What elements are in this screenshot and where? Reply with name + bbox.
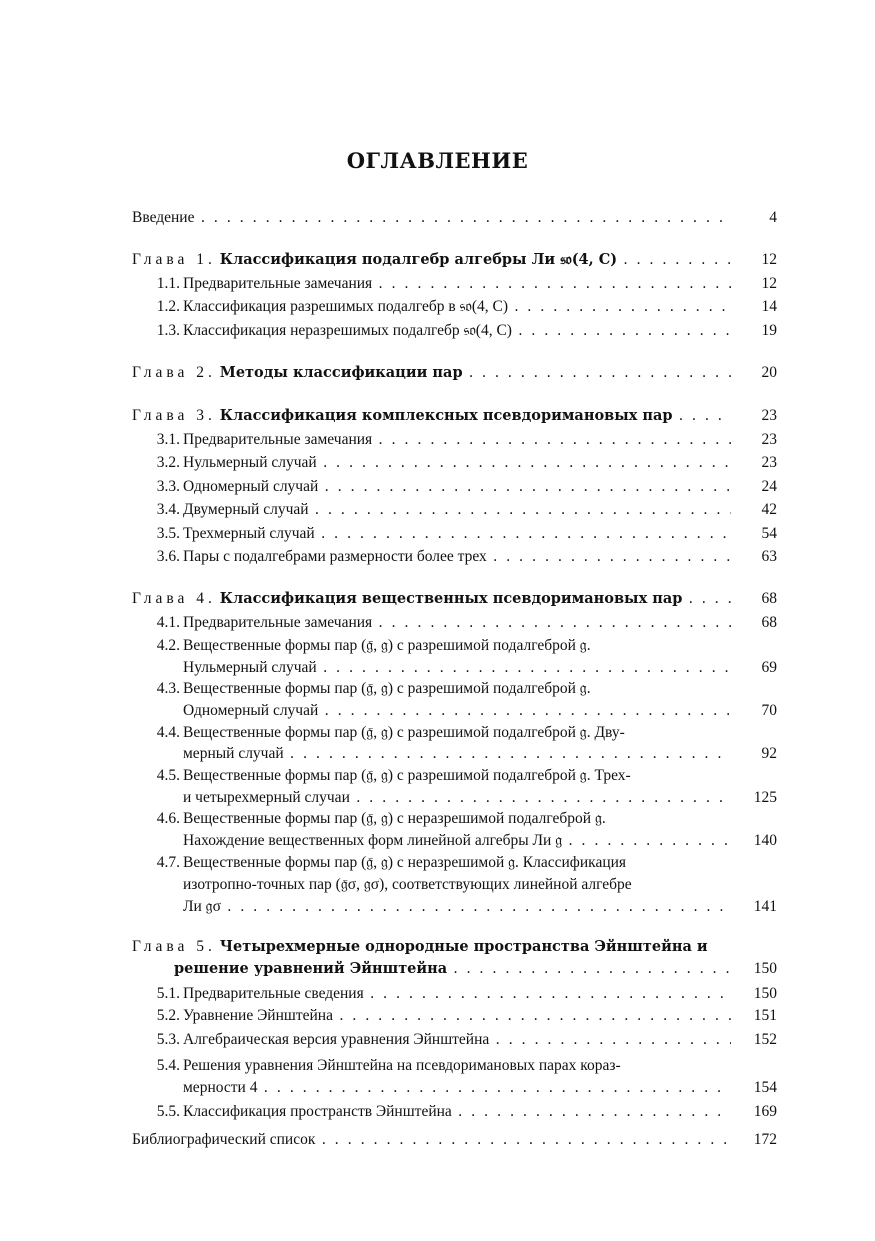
chapter-title-continued: решение уравнений Эйнштейна: [174, 960, 448, 977]
toc-section-4-5[interactable]: [132, 765, 777, 787]
section-number: 1.2.: [156, 298, 180, 315]
section-title-continued: и четырехмерный случаи: [183, 789, 350, 806]
section-number: 1.1.: [156, 275, 180, 292]
section-number: 3.3.: [156, 478, 180, 495]
section-title-continued: изотропно-точных пар (𝔤̄σ, 𝔤σ), соответствующих линейной алгебре: [183, 876, 632, 893]
toc-section-1-3[interactable]: [132, 320, 777, 342]
section-title: Предварительные сведения: [183, 985, 364, 1002]
toc-section-4-3[interactable]: [132, 678, 777, 700]
toc-page-number: 54: [761, 525, 777, 542]
section-title-continued: мерности 4: [183, 1079, 258, 1096]
section-title: Уравнение Эйнштейна: [183, 1007, 333, 1024]
section-number: 4.5.: [156, 767, 180, 784]
toc-section-3-1[interactable]: [132, 429, 777, 451]
toc-page-number: 4: [769, 209, 777, 226]
toc-page-number: 140: [753, 832, 777, 849]
toc-page-number: 12: [761, 275, 777, 292]
toc-section-5-5[interactable]: [132, 1101, 777, 1123]
chapter-title: Классификация вещественных псевдоримановых пар: [219, 590, 683, 607]
toc-page-number: 12: [761, 251, 777, 268]
section-title-continued: Нульмерный случай: [183, 659, 317, 676]
toc-section-5-3[interactable]: [132, 1029, 777, 1051]
section-number: 1.3.: [156, 322, 180, 339]
toc-page-number: 68: [761, 590, 777, 607]
section-number: 4.6.: [156, 810, 180, 827]
toc-page-number: 169: [753, 1103, 777, 1120]
toc-page-number: 92: [761, 745, 777, 762]
section-number: 3.1.: [156, 431, 180, 448]
section-title: Трехмерный случай: [183, 525, 315, 542]
section-title: Двумерный случай: [183, 501, 309, 518]
section-number: 5.4.: [156, 1057, 180, 1074]
toc-entry-title: Введение: [132, 209, 195, 226]
chapter-prefix: Глава 4.: [132, 590, 216, 607]
section-title: Вещественные формы пар (𝔤̄, 𝔤) с разрешимой подалгеброй 𝔤. Трех-: [183, 767, 631, 784]
section-title-continued: Ли 𝔤σ: [183, 898, 221, 915]
toc-page-number: 141: [753, 898, 777, 915]
toc-entry-title: Библиографический список: [132, 1131, 316, 1148]
section-title: Вещественные формы пар (𝔤̄, 𝔤) с разрешимой подалгеброй 𝔤.: [183, 680, 591, 697]
toc-section-4-4-cont[interactable]: [132, 743, 777, 765]
chapter-title: Классификация подалгебр алгебры Ли 𝔰𝔬(4, C): [219, 251, 618, 268]
toc-section-1-2[interactable]: [132, 296, 777, 318]
toc-section-5-2[interactable]: [132, 1005, 777, 1027]
section-title: Классификация разрешимых подалгебр в 𝔰𝔬(4, C): [183, 298, 508, 315]
toc-section-5-4[interactable]: [132, 1055, 777, 1077]
toc-section-4-3-cont[interactable]: [132, 700, 777, 722]
section-title: Вещественные формы пар (𝔤̄, 𝔤) с неразрешимой 𝔤. Классификация: [183, 854, 627, 871]
toc-section-4-1[interactable]: [132, 612, 777, 634]
section-number: 3.2.: [156, 454, 180, 471]
chapter-prefix: Глава 1.: [132, 251, 216, 268]
toc-page-number: 70: [761, 702, 777, 719]
toc-section-4-6[interactable]: [132, 808, 777, 830]
toc-section-4-4[interactable]: [132, 722, 777, 744]
toc-section-4-7-cont2[interactable]: [132, 896, 777, 918]
section-title: Предварительные замечания: [183, 614, 373, 631]
section-title-continued: мерный случай: [183, 745, 284, 762]
page-title: ОГЛАВЛЕНИЕ: [346, 148, 529, 173]
section-title: Пары с подалгебрами размерности более трех: [183, 548, 487, 565]
toc-section-5-4-cont[interactable]: [132, 1077, 777, 1099]
toc-section-5-1[interactable]: [132, 983, 777, 1005]
toc-page-number: 69: [761, 659, 777, 676]
section-title: Вещественные формы пар (𝔤̄, 𝔤) с неразрешимой подалгеброй 𝔤.: [183, 810, 606, 827]
section-number: 3.5.: [156, 525, 180, 542]
section-title: Вещественные формы пар (𝔤̄, 𝔤) с разрешимой подалгеброй 𝔤. Дву-: [183, 724, 625, 741]
toc-page-number: 172: [753, 1131, 777, 1148]
toc-section-3-4[interactable]: [132, 499, 777, 521]
section-number: 4.4.: [156, 724, 180, 741]
section-number: 4.7.: [156, 854, 180, 871]
toc-section-3-2[interactable]: [132, 452, 777, 474]
toc-page-number: 68: [761, 614, 777, 631]
toc-section-4-7-cont[interactable]: [132, 874, 777, 896]
toc-entry-intro[interactable]: [132, 207, 777, 229]
toc-page-number: 152: [753, 1031, 777, 1048]
section-title: Предварительные замечания: [183, 431, 373, 448]
toc-section-4-7[interactable]: [132, 852, 777, 874]
toc-page-number: 14: [761, 298, 777, 315]
section-number: 3.4.: [156, 501, 180, 518]
toc-section-4-5-cont[interactable]: [132, 787, 777, 809]
toc-page-number: 63: [761, 548, 777, 565]
toc-page-number: 24: [761, 478, 777, 495]
section-number: 3.6.: [156, 548, 180, 565]
section-number: 4.1.: [156, 614, 180, 631]
section-title-continued: Нахождение вещественных форм линейной алгебры Ли 𝔤: [183, 832, 563, 849]
section-number: 4.2.: [156, 637, 180, 654]
toc-chapter-2[interactable]: [132, 362, 777, 384]
chapter-title: Классификация комплексных псевдоримановых пар: [219, 407, 673, 424]
toc-section-4-6-cont[interactable]: [132, 830, 777, 852]
section-title: Предварительные замечания: [183, 275, 373, 292]
toc-section-4-2-cont[interactable]: [132, 657, 777, 679]
toc-page-number: 150: [753, 960, 777, 977]
section-title-continued: Одномерный случай: [183, 702, 319, 719]
toc-section-4-2[interactable]: [132, 635, 777, 657]
toc-entry-bibliography[interactable]: [132, 1129, 777, 1151]
toc-page-number: 23: [761, 407, 777, 424]
section-title: Классификация пространств Эйнштейна: [183, 1103, 452, 1120]
toc-chapter-5[interactable]: [132, 936, 777, 958]
chapter-title: Четырехмерные однородные пространства Эйнштейна и: [219, 938, 708, 955]
chapter-prefix: Глава 2.: [132, 364, 216, 381]
toc-section-3-6[interactable]: [132, 546, 777, 568]
toc-page-number: 23: [761, 454, 777, 471]
section-number: 5.1.: [156, 985, 180, 1002]
toc-page-number: 151: [753, 1007, 777, 1024]
section-title: Алгебраическая версия уравнения Эйнштейна: [183, 1031, 490, 1048]
toc-section-3-3[interactable]: [132, 476, 777, 498]
toc-section-3-5[interactable]: [132, 523, 777, 545]
toc-chapter-4[interactable]: [132, 588, 777, 610]
toc-page-number: 19: [761, 322, 777, 339]
toc-page-number: 125: [753, 789, 777, 806]
section-number: 5.5.: [156, 1103, 180, 1120]
toc-page-number: 154: [753, 1079, 777, 1096]
toc-chapter-5-cont[interactable]: [132, 958, 777, 980]
section-title: Нульмерный случай: [183, 454, 317, 471]
toc-section-1-1[interactable]: [132, 273, 777, 295]
toc-page-number: 20: [761, 364, 777, 381]
section-title: Классификация неразрешимых подалгебр 𝔰𝔬(4, C): [183, 322, 512, 339]
section-number: 4.3.: [156, 680, 180, 697]
toc-chapter-1[interactable]: [132, 249, 777, 271]
chapter-title: Методы классификации пар: [219, 364, 463, 381]
section-number: 5.3.: [156, 1031, 180, 1048]
section-title: Одномерный случай: [183, 478, 319, 495]
section-title: Решения уравнения Эйнштейна на псевдоримановых парах кораз-: [183, 1057, 621, 1074]
toc-page-number: 42: [761, 501, 777, 518]
chapter-prefix: Глава 5.: [132, 938, 216, 955]
toc-page-number: 150: [753, 985, 777, 1002]
section-number: 5.2.: [156, 1007, 180, 1024]
toc-page-number: 23: [761, 431, 777, 448]
section-title: Вещественные формы пар (𝔤̄, 𝔤) с разрешимой подалгеброй 𝔤.: [183, 637, 591, 654]
toc-chapter-3[interactable]: [132, 405, 777, 427]
chapter-prefix: Глава 3.: [132, 407, 216, 424]
